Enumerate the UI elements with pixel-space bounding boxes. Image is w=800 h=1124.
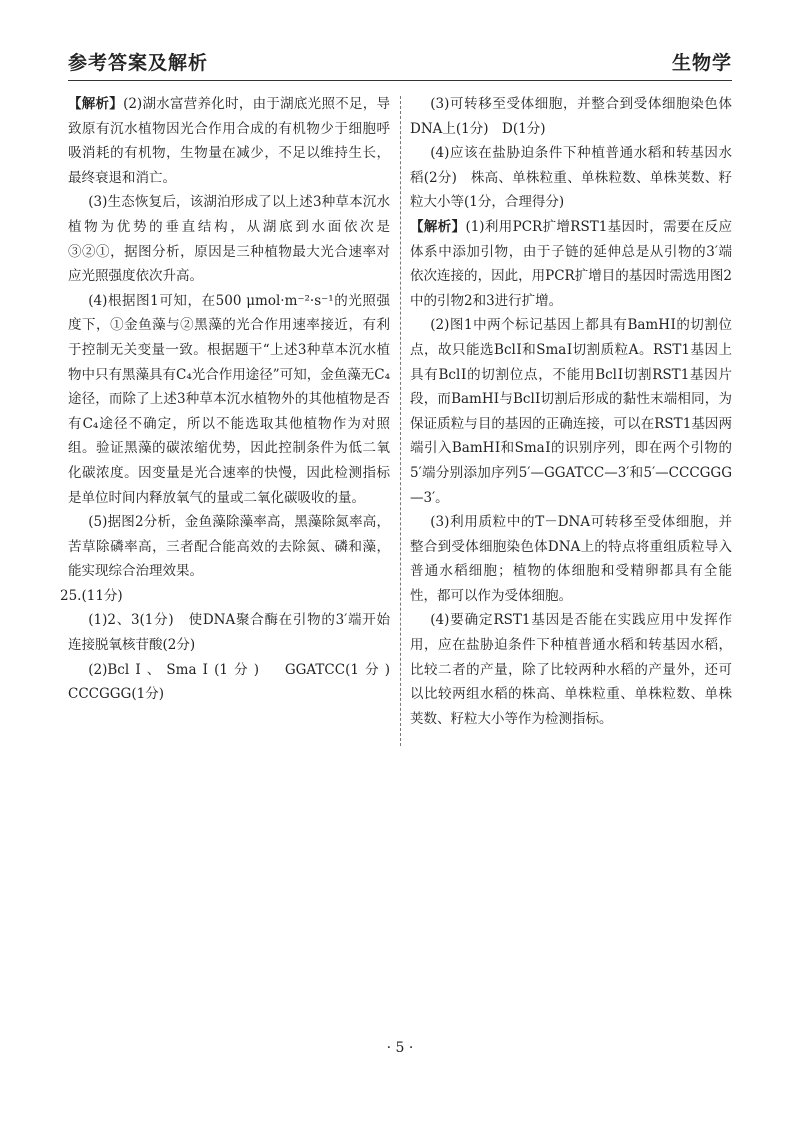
paragraph — [68, 658, 404, 707]
paragraph-text: (3)可转移至受体细胞，并整合到受体细胞染色体DNA上(1分) D(1分) — [410, 96, 732, 137]
paragraph-text: 25.(11分) — [60, 587, 123, 604]
paragraph — [68, 289, 390, 510]
paragraph — [68, 190, 390, 288]
paragraph-text: (4)根据图1可知，在500 μmol·m⁻²·s⁻¹的光照强度下，①金鱼藻与②黑藻的光合作用速率接近，有利于控制无关变量一致。根据题干“上述3种草本沉水植物中只有黑藻具有C₄光合作用途径”可知，金鱼藻无C₄途径，而除了上述3种草本沉水植物外的其他植物是否有C₄途径不确定，所以不能选取其他植物作为对照组。验证黑藻的碳浓缩优势，因此控制条件为低二氧化碳浓度。因变量是光合速率的快慢，因此检测指标是单位时间内释放氧气的量或二氧化碳吸收的量。 — [68, 292, 390, 506]
analysis-tag: 【解析】 — [410, 218, 466, 235]
paragraph-text: (1)利用PCR扩增RST1基因时，需要在反应体系中添加引物，由于子链的延伸总是从引物的3′端依次连接的，因此，用PCR扩增目的基因时需选用图2中的引物2和3进行扩增。 — [410, 218, 732, 309]
paragraph — [410, 215, 732, 313]
paragraph-text: (2)BclⅠ、SmaⅠ(1分) GGATCC(1分) CCCGGG(1分) — [68, 661, 404, 703]
column-divider — [400, 96, 401, 746]
page-header — [68, 40, 732, 80]
paragraph — [410, 92, 732, 141]
paragraph — [68, 510, 390, 584]
paragraph — [68, 92, 390, 190]
header-left-title: 参考答案及解析 — [68, 52, 209, 74]
paragraph-text: (1)2、3(1分) 使DNA聚合酶在引物的3′端开始连接脱氧核苷酸(2分) — [68, 612, 390, 654]
analysis-tag: 【解析】 — [68, 96, 124, 112]
header-right-title: 生物学 — [671, 52, 732, 74]
paragraph-text: (5)据图2分析，金鱼藻除藻率高，黑藻除氮率高，苦草除磷率高，三者配合能高效的去除氮、磷和藻，能实现综合治理效果。 — [68, 514, 390, 580]
paragraph-text: (2)图1中两个标记基因上都具有BamHⅠ的切割位点，故只能选BclⅠ和SmaⅠ切割质粒A。RST1基因上具有BclⅠ的切割位点，不能用BclⅠ切割RST1基因片段，而BamHⅠ与BclⅠ切割后形成的黏性末端相同，为保证质粒与目的基因的正确连接，可以在RST1基因两端引入BamHⅠ和SmaⅠ的识别序列，即在两个引物的5′端分别添加序列5′—GGATCC—3′和5′—CCCGGG—3′。 — [410, 317, 732, 506]
paragraph-text: (3)利用质粒中的T－DNA可转移至受体细胞，并整合到受体细胞染色体DNA上的特点将重组质粒导入普通水稻细胞；植物的体细胞和受精卵都具有全能性，都可以作为受体细胞。 — [410, 514, 732, 604]
paragraph-text: (4)应该在盐胁迫条件下种植普通水稻和转基因水稻(2分) 株高、单株粒重、单株粒数、单株荚数、籽粒大小等(1分，合理得分) — [410, 145, 732, 211]
paragraph — [410, 141, 732, 215]
paragraph-text: (3)生态恢复后，该湖泊形成了以上述3种草本沉水植物为优势的垂直结构，从湖底到水面依次是③②①，据图分析，原因是三种植物最大光合速率对应光照强度依次升高。 — [68, 194, 390, 285]
paragraph-text: (2)湖水富营养化时，由于湖底光照不足，导致原有沉水植物因光合作用合成的有机物少于细胞呼吸消耗的有机物，生物量在减少，不足以维持生长，最终衰退和消亡。 — [68, 96, 391, 186]
paragraph — [410, 510, 732, 608]
paragraph — [410, 313, 732, 510]
header-rule — [68, 80, 732, 81]
paragraph — [410, 608, 732, 731]
question-number — [60, 584, 390, 609]
right-column — [410, 92, 732, 731]
paragraph-text: (4)要确定RST1基因是否能在实践应用中发挥作用，应在盐胁迫条件下种植普通水稻和转基因水稻，比较二者的产量，除了比较两种水稻的产量外，还可以比较两组水稻的株高、单株粒重、单株粒数、单株荚数、籽粒大小等作为检测指标。 — [410, 612, 732, 727]
paragraph — [68, 608, 390, 657]
left-column — [60, 92, 404, 707]
page-number: · 5 · — [386, 1040, 414, 1056]
